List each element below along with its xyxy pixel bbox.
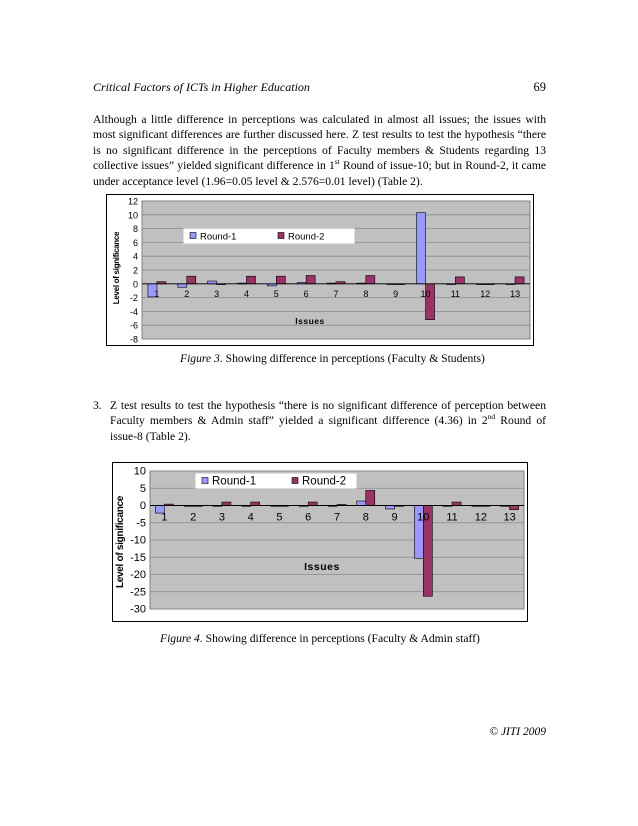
- y-tick-label: 8: [132, 224, 138, 235]
- figure-3-caption-text: Showing difference in perceptions (Faculty & Students): [222, 352, 485, 365]
- paragraph-text-1: Although a little difference in perceptions was calculated in almost all issues; the issues with most significant differences are further discussed here. Z test results to test the hypothesis “there is no significant difference in the perceptions of Faculty members & Students regarding 13 collective issues” yielded significant difference in 1: [93, 113, 546, 173]
- legend-swatch-round-2: [292, 478, 298, 484]
- y-tick-label: 10: [133, 465, 146, 478]
- x-tick-label: 5: [276, 511, 283, 524]
- x-tick-label: 6: [305, 511, 312, 524]
- x-tick-label: 7: [333, 511, 341, 524]
- item3-text-1: Z test results to test the hypothesis “there is no significant difference of perception between Faculty members & Admin staff” yielded a significant difference (4.36) in 2: [110, 399, 546, 428]
- legend-label-round-2: Round-2: [288, 231, 325, 243]
- legend-label-round-1: Round-1: [200, 231, 237, 243]
- x-tick-label: 9: [391, 511, 398, 524]
- x-tick-label: 2: [190, 511, 197, 524]
- bar-round-2-issue-3: [222, 502, 231, 505]
- y-tick-label: -25: [130, 586, 146, 599]
- y-axis-title: Level of significance: [115, 495, 126, 589]
- bar-round-2-issue-6: [306, 276, 315, 284]
- y-axis-title: Level of significance: [112, 231, 121, 305]
- y-tick-label: -4: [129, 306, 138, 317]
- figure-3-chart: [106, 194, 534, 346]
- bar-round-1-issue-9: [386, 506, 395, 509]
- x-tick-label: 13: [503, 511, 516, 524]
- list-item-3: [93, 398, 546, 444]
- y-tick-label: 4: [132, 251, 138, 262]
- figure-4-chart: [112, 462, 528, 622]
- bar-round-2-issue-13: [510, 506, 519, 510]
- x-tick-label: 3: [214, 288, 220, 299]
- figure-4-label: Figure 4.: [160, 632, 203, 645]
- list-item-number: 3.: [93, 399, 102, 412]
- x-tick-label: 4: [243, 288, 249, 299]
- bar-round-2-issue-4: [246, 276, 255, 284]
- y-tick-label: -10: [130, 534, 146, 547]
- footer-copyright: © JITI 2009: [489, 726, 546, 738]
- x-tick-label: 10: [420, 288, 431, 299]
- x-tick-label: 1: [161, 511, 168, 524]
- x-axis-title: Issues: [295, 316, 325, 326]
- list-item-text: [110, 398, 546, 444]
- paragraph-text-2: Round of issue-10; but in Round-2, it came under acceptance level (1.96=0.05 level & 2.576=0.01 level) (Table 2).: [93, 159, 546, 188]
- x-tick-label: 2: [184, 288, 190, 299]
- x-tick-label: 13: [510, 288, 521, 299]
- y-tick-label: 6: [132, 237, 138, 248]
- bar-round-2-issue-5: [276, 276, 285, 284]
- bar-round-2-issue-4: [251, 502, 260, 505]
- y-tick-label: -2: [129, 293, 138, 304]
- bar-round-2-issue-2: [187, 276, 196, 284]
- y-tick-label: -30: [130, 603, 146, 616]
- x-tick-label: 4: [247, 511, 254, 524]
- y-tick-label: -20: [130, 569, 146, 581]
- bar-round-2-issue-6: [308, 502, 317, 505]
- figure-4-caption: [160, 632, 480, 645]
- bar-round-2-issue-13: [515, 277, 524, 284]
- y-tick-label: 2: [132, 265, 138, 276]
- x-tick-label: 12: [474, 511, 487, 524]
- item3-text-2: Round of issue-8 (Table 2).: [110, 414, 546, 443]
- y-tick-label: -15: [130, 551, 146, 564]
- y-tick-label: 10: [127, 210, 138, 221]
- legend-swatch-round-1: [190, 233, 196, 239]
- x-tick-label: 7: [333, 288, 339, 299]
- running-header: [93, 80, 546, 95]
- y-tick-label: 5: [139, 482, 146, 495]
- legend-swatch-round-2: [278, 233, 284, 239]
- y-tick-label: -8: [129, 334, 138, 345]
- x-tick-label: 11: [450, 288, 461, 299]
- y-tick-label: -5: [136, 517, 146, 530]
- bar-round-1-issue-10: [417, 213, 426, 284]
- x-tick-label: 3: [218, 511, 225, 524]
- superscript-nd: nd: [487, 412, 496, 422]
- bar-round-1-issue-2: [178, 284, 187, 287]
- x-tick-label: 10: [417, 511, 430, 524]
- figure-3-caption: [180, 352, 485, 365]
- y-tick-label: 0: [139, 500, 146, 512]
- y-tick-label: 12: [127, 196, 138, 207]
- figure-3-label: Figure 3.: [180, 352, 223, 365]
- x-axis-title: Issues: [304, 561, 340, 573]
- x-tick-label: 5: [273, 288, 279, 299]
- bar-round-1-issue-8: [357, 501, 366, 505]
- legend-swatch-round-1: [202, 478, 208, 484]
- body-paragraph: [93, 112, 546, 189]
- bar-round-2-issue-11: [452, 502, 461, 505]
- running-title: Critical Factors of ICTs in Higher Education: [93, 80, 310, 94]
- legend-label-round-2: Round-2: [302, 475, 347, 488]
- x-tick-label: 9: [393, 288, 399, 299]
- y-tick-label: -6: [129, 320, 138, 331]
- bar-round-2-issue-11: [455, 277, 464, 284]
- x-tick-label: 1: [154, 288, 160, 299]
- legend-label-round-1: Round-1: [212, 475, 257, 488]
- x-tick-label: 11: [446, 511, 458, 524]
- y-tick-label: 0: [132, 279, 138, 290]
- x-tick-label: 8: [363, 288, 369, 299]
- figure-4-caption-text: Showing difference in perceptions (Faculty & Admin staff): [202, 632, 480, 645]
- bar-round-2-issue-8: [366, 490, 375, 505]
- x-tick-label: 12: [480, 288, 491, 299]
- superscript-st: st: [334, 157, 340, 167]
- page-number: 69: [533, 80, 546, 94]
- bar-round-2-issue-8: [366, 276, 375, 284]
- x-tick-label: 8: [362, 511, 369, 524]
- x-tick-label: 6: [303, 288, 309, 299]
